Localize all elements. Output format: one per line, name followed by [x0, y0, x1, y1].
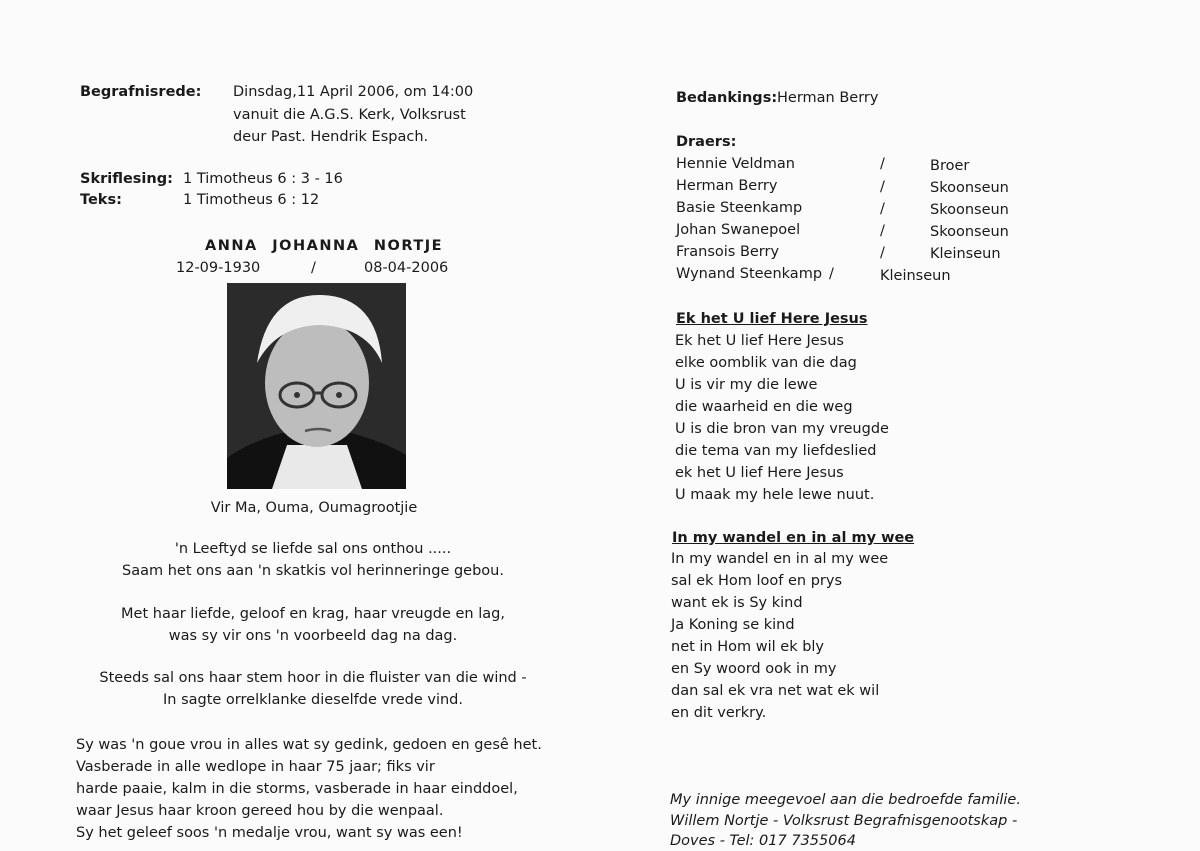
hymn2-line: en Sy woord ook in my: [671, 661, 837, 677]
hymn2-line: want ek is Sy kind: [671, 595, 803, 611]
hymn1-lines: [675, 330, 889, 506]
bearer-name: Herman Berry: [676, 178, 778, 194]
hymn2-line: net in Hom wil ek bly: [671, 639, 825, 655]
dedication: Vir Ma, Ouma, Oumagrootjie: [210, 500, 418, 516]
hymn2-line: sal ek Hom loof en prys: [671, 573, 843, 589]
death-date: 08-04-2006: [364, 260, 449, 276]
bearer-relation: Skoonseun: [930, 202, 1009, 218]
poem-line: was sy vir ons 'n voorbeeld dag na dag.: [168, 628, 458, 644]
hymn1-line: die waarheid en die weg: [675, 399, 853, 415]
poem-line: Saam het ons aan 'n skatkis vol herinneringe gebou.: [122, 563, 504, 579]
bearer-name: Wynand Steenkamp: [676, 266, 823, 282]
condolence-line: My innige meegevoel aan die bedroefde familie.: [670, 792, 1021, 808]
date-separator: /: [311, 260, 316, 276]
poem-line: Steeds sal ons haar stem hoor in die fluister van die wind -: [99, 670, 527, 686]
bearer-separator: /: [880, 156, 885, 172]
hymn1-line: U is die bron van my vreugde: [675, 421, 889, 437]
tribute-line: harde paaie, kalm in die storms, vasberade in haar einddoel,: [76, 781, 518, 797]
hymn1-title: Ek het U lief Here Jesus: [676, 311, 868, 327]
tribute-line: waar Jesus haar kroon gereed hou by die wenpaal.: [76, 803, 444, 819]
bearer-separator: /: [880, 245, 885, 261]
hymn1-line: die tema van my liefdeslied: [675, 443, 877, 459]
bearer-separator: /: [880, 223, 885, 239]
condolence-line: Willem Nortje - Volksrust Begrafnisgenootskap -: [670, 813, 1018, 829]
hymn1-line: Ek het U lief Here Jesus: [675, 333, 844, 349]
bearer-relation: Broer: [930, 158, 970, 174]
tribute-line: Sy het geleef soos 'n medalje vrou, want sy was een!: [76, 825, 463, 841]
hymn2-line: dan sal ek vra net wat ek wil: [671, 683, 880, 699]
funeral-venue: vanuit die A.G.S. Kerk, Volksrust: [233, 107, 466, 123]
bearer-name: Basie Steenkamp: [676, 200, 803, 216]
hymn2-line: Ja Koning se kind: [671, 617, 795, 633]
reading-value: 1 Timotheus 6 : 3 - 16: [183, 171, 343, 187]
poem-line: 'n Leeftyd se liefde sal ons onthou .....: [174, 541, 452, 557]
funeral-date: Dinsdag,11 April 2006, om 14:00: [233, 84, 474, 100]
hymn1-line: elke oomblik van die dag: [675, 355, 857, 371]
bearer-name: Fransois Berry: [676, 244, 780, 260]
bearers-title: Draers:: [676, 134, 737, 150]
thanks-value: Herman Berry: [777, 90, 879, 106]
bearer-relation: Kleinseun: [930, 246, 1001, 262]
hymn2-lines: [671, 548, 888, 724]
bearer-relation: Kleinseun: [880, 268, 951, 284]
bearer-relation: Skoonseun: [930, 224, 1009, 240]
bearer-separator: /: [829, 266, 834, 282]
hymn2-title: In my wandel en in al my wee: [672, 530, 915, 546]
birth-date: 12-09-1930: [176, 260, 261, 276]
bearer-relation: Skoonseun: [930, 180, 1009, 196]
portrait-photo: [227, 283, 406, 489]
bearer-separator: /: [880, 179, 885, 195]
hymn1-line: U maak my hele lewe nuut.: [675, 487, 875, 503]
text-label: Teks:: [80, 192, 122, 208]
bearer-name: Johan Swanepoel: [676, 222, 801, 238]
thanks-label: Bedankings:: [676, 90, 778, 106]
condolence-line: Doves - Tel: 017 7355064: [670, 833, 856, 849]
deceased-name: ANNA JOHANNA NORTJE: [205, 238, 444, 254]
tribute-line: Sy was 'n goue vrou in alles wat sy gedink, gedoen en gesê het.: [76, 737, 542, 753]
portrait-image: [227, 283, 406, 489]
poem-line: Met haar liefde, geloof en krag, haar vreugde en lag,: [121, 606, 505, 622]
bearer-name: Hennie Veldman: [676, 156, 795, 172]
hymn1-line: U is vir my die lewe: [675, 377, 818, 393]
tribute-line: Vasberade in alle wedlope in haar 75 jaar; fiks vir: [76, 759, 435, 775]
text-value: 1 Timotheus 6 : 12: [183, 192, 320, 208]
funeral-label: Begrafnisrede:: [80, 84, 202, 100]
hymn1-line: ek het U lief Here Jesus: [675, 465, 844, 481]
funeral-minister: deur Past. Hendrik Espach.: [233, 129, 429, 145]
poem-line: In sagte orrelklanke dieselfde vrede vind.: [162, 692, 464, 708]
reading-label: Skriflesing:: [80, 171, 173, 187]
hymn2-line: en dit verkry.: [671, 705, 767, 721]
hymn2-line: In my wandel en in al my wee: [671, 551, 889, 567]
bearer-separator: /: [880, 201, 885, 217]
